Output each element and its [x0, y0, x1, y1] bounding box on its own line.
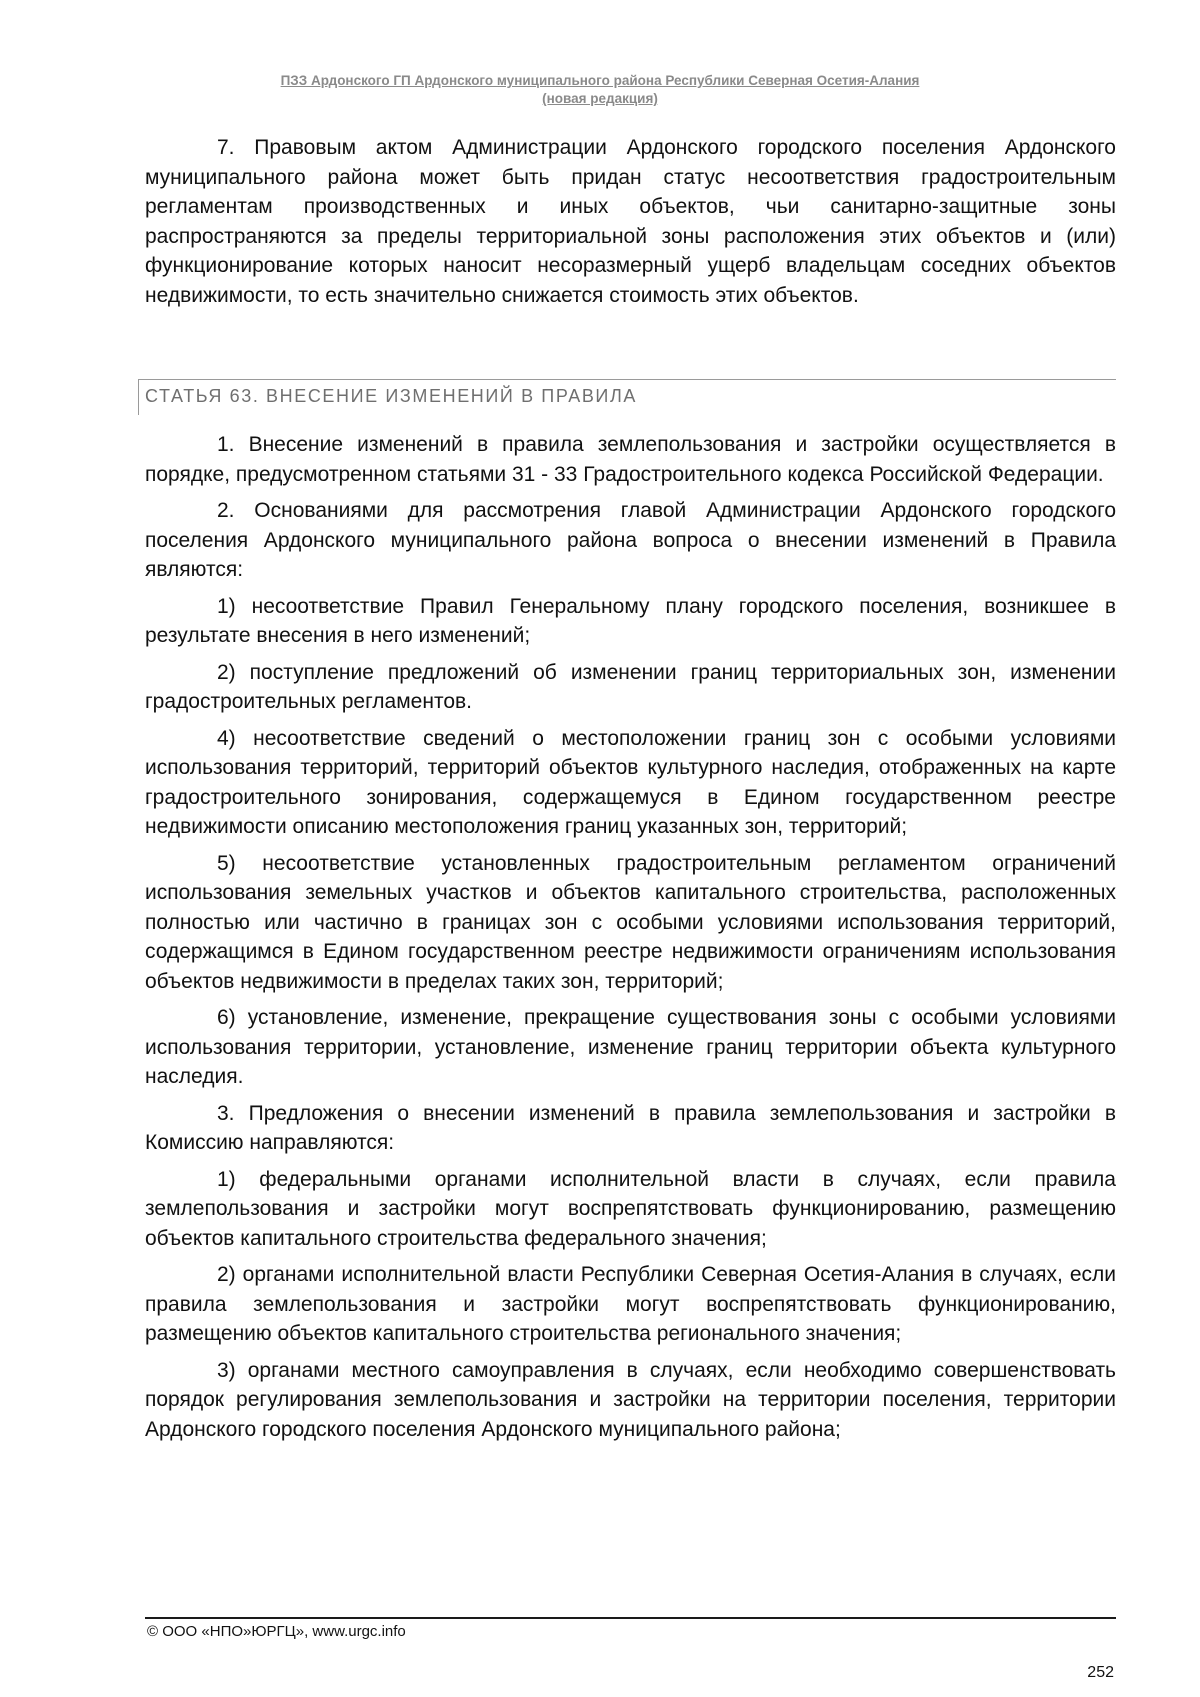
page-number: 252 — [1087, 1664, 1114, 1681]
paragraph: 5) несоответствие установленных градостроительным регламентом ограничений использования земельных участков и объектов капитального строительства, расположенных полностью или частично в границах зон с особыми условиями использования территорий, содержащимся в Едином государственном реестре недвижимости ограничениям использования объектов недвижимости в пределах таких зон, территорий; — [145, 851, 1116, 993]
intro-section — [145, 133, 1116, 310]
header-title: ПЗЗ Ардонского ГП Ардонского муниципального района Республики Северная Осетия-Алания — [280, 73, 920, 88]
footer-copyright: © ООО «НПО»ЮРГЦ», www.urgc.info — [147, 1623, 406, 1640]
paragraph: 3. Предложения о внесении изменений в правила землепользования и застройки в Комиссию направляются: — [145, 1101, 1116, 1154]
paragraph: 6) установление, изменение, прекращение существования зоны с особыми условиями использования территории, установление, изменение границ территории объекта культурного наследия. — [145, 1006, 1116, 1088]
footer-divider — [145, 1617, 1116, 1619]
paragraph: 2) органами исполнительной власти Республики Северная Осетия-Алания в случаях, если правила землепользования и застройки могут воспрепятствовать функционированию, размещению объектов капитального строительства регионального значения; — [145, 1263, 1116, 1345]
article-body — [145, 430, 1116, 1451]
paragraph: 4) несоответствие сведений о местоположении границ зон с особыми условиями использования территорий, территорий объектов культурного наследия, отображенных на карте градостроительного зонирования, содержащемуся в Едином государственном реестре недвижимости описанию местоположения границ указанных зон, территорий; — [145, 726, 1116, 838]
paragraph: 1) федеральными органами исполнительной власти в случаях, если правила землепользования и застройки могут воспрепятствовать функционированию, размещению объектов капитального строительства федерального значения; — [145, 1167, 1116, 1250]
header-subtitle: (новая редакция) — [542, 91, 658, 106]
article-heading: СТАТЬЯ 63. ВНЕСЕНИЕ ИЗМЕНЕНИЙ В ПРАВИЛА — [138, 379, 1116, 415]
paragraph: 2. Основаниями для рассмотрения главой Администрации Ардонского городского поселения Ардонского муниципального района вопроса о внесении изменений в Правила являются: — [145, 499, 1116, 581]
paragraph: 1. Внесение изменений в правила землепользования и застройки осуществляется в порядке, предусмотренном статьями 31 - 33 Градостроительного кодекса Российской Федерации. — [145, 433, 1116, 486]
paragraph: 2) поступление предложений об изменении границ территориальных зон, изменении градостроительных регламентов. — [145, 660, 1116, 713]
paragraph: 7. Правовым актом Администрации Ардонского городского поселения Ардонского муниципального района может быть придан статус несоответствия градостроительным регламентам производственных и иных объектов, чьи санитарно-защитные зоны распространяются за пределы территориальной зоны расположения этих объектов и (или) функционирование которых наносит несоразмерный ущерб владельцам соседних объектов недвижимости, то есть значительно снижается стоимость этих объектов. — [145, 136, 1116, 307]
paragraph: 1) несоответствие Правил Генеральному плану городского поселения, возникшее в результате внесения в него изменений; — [145, 594, 1116, 647]
page-header — [0, 72, 1200, 108]
paragraph: 3) органами местного самоуправления в случаях, если необходимо совершенствовать порядок регулирования землепользования и застройки на территории поселения, территории Ардонского городского поселения Ардонского муниципального района; — [145, 1358, 1116, 1441]
